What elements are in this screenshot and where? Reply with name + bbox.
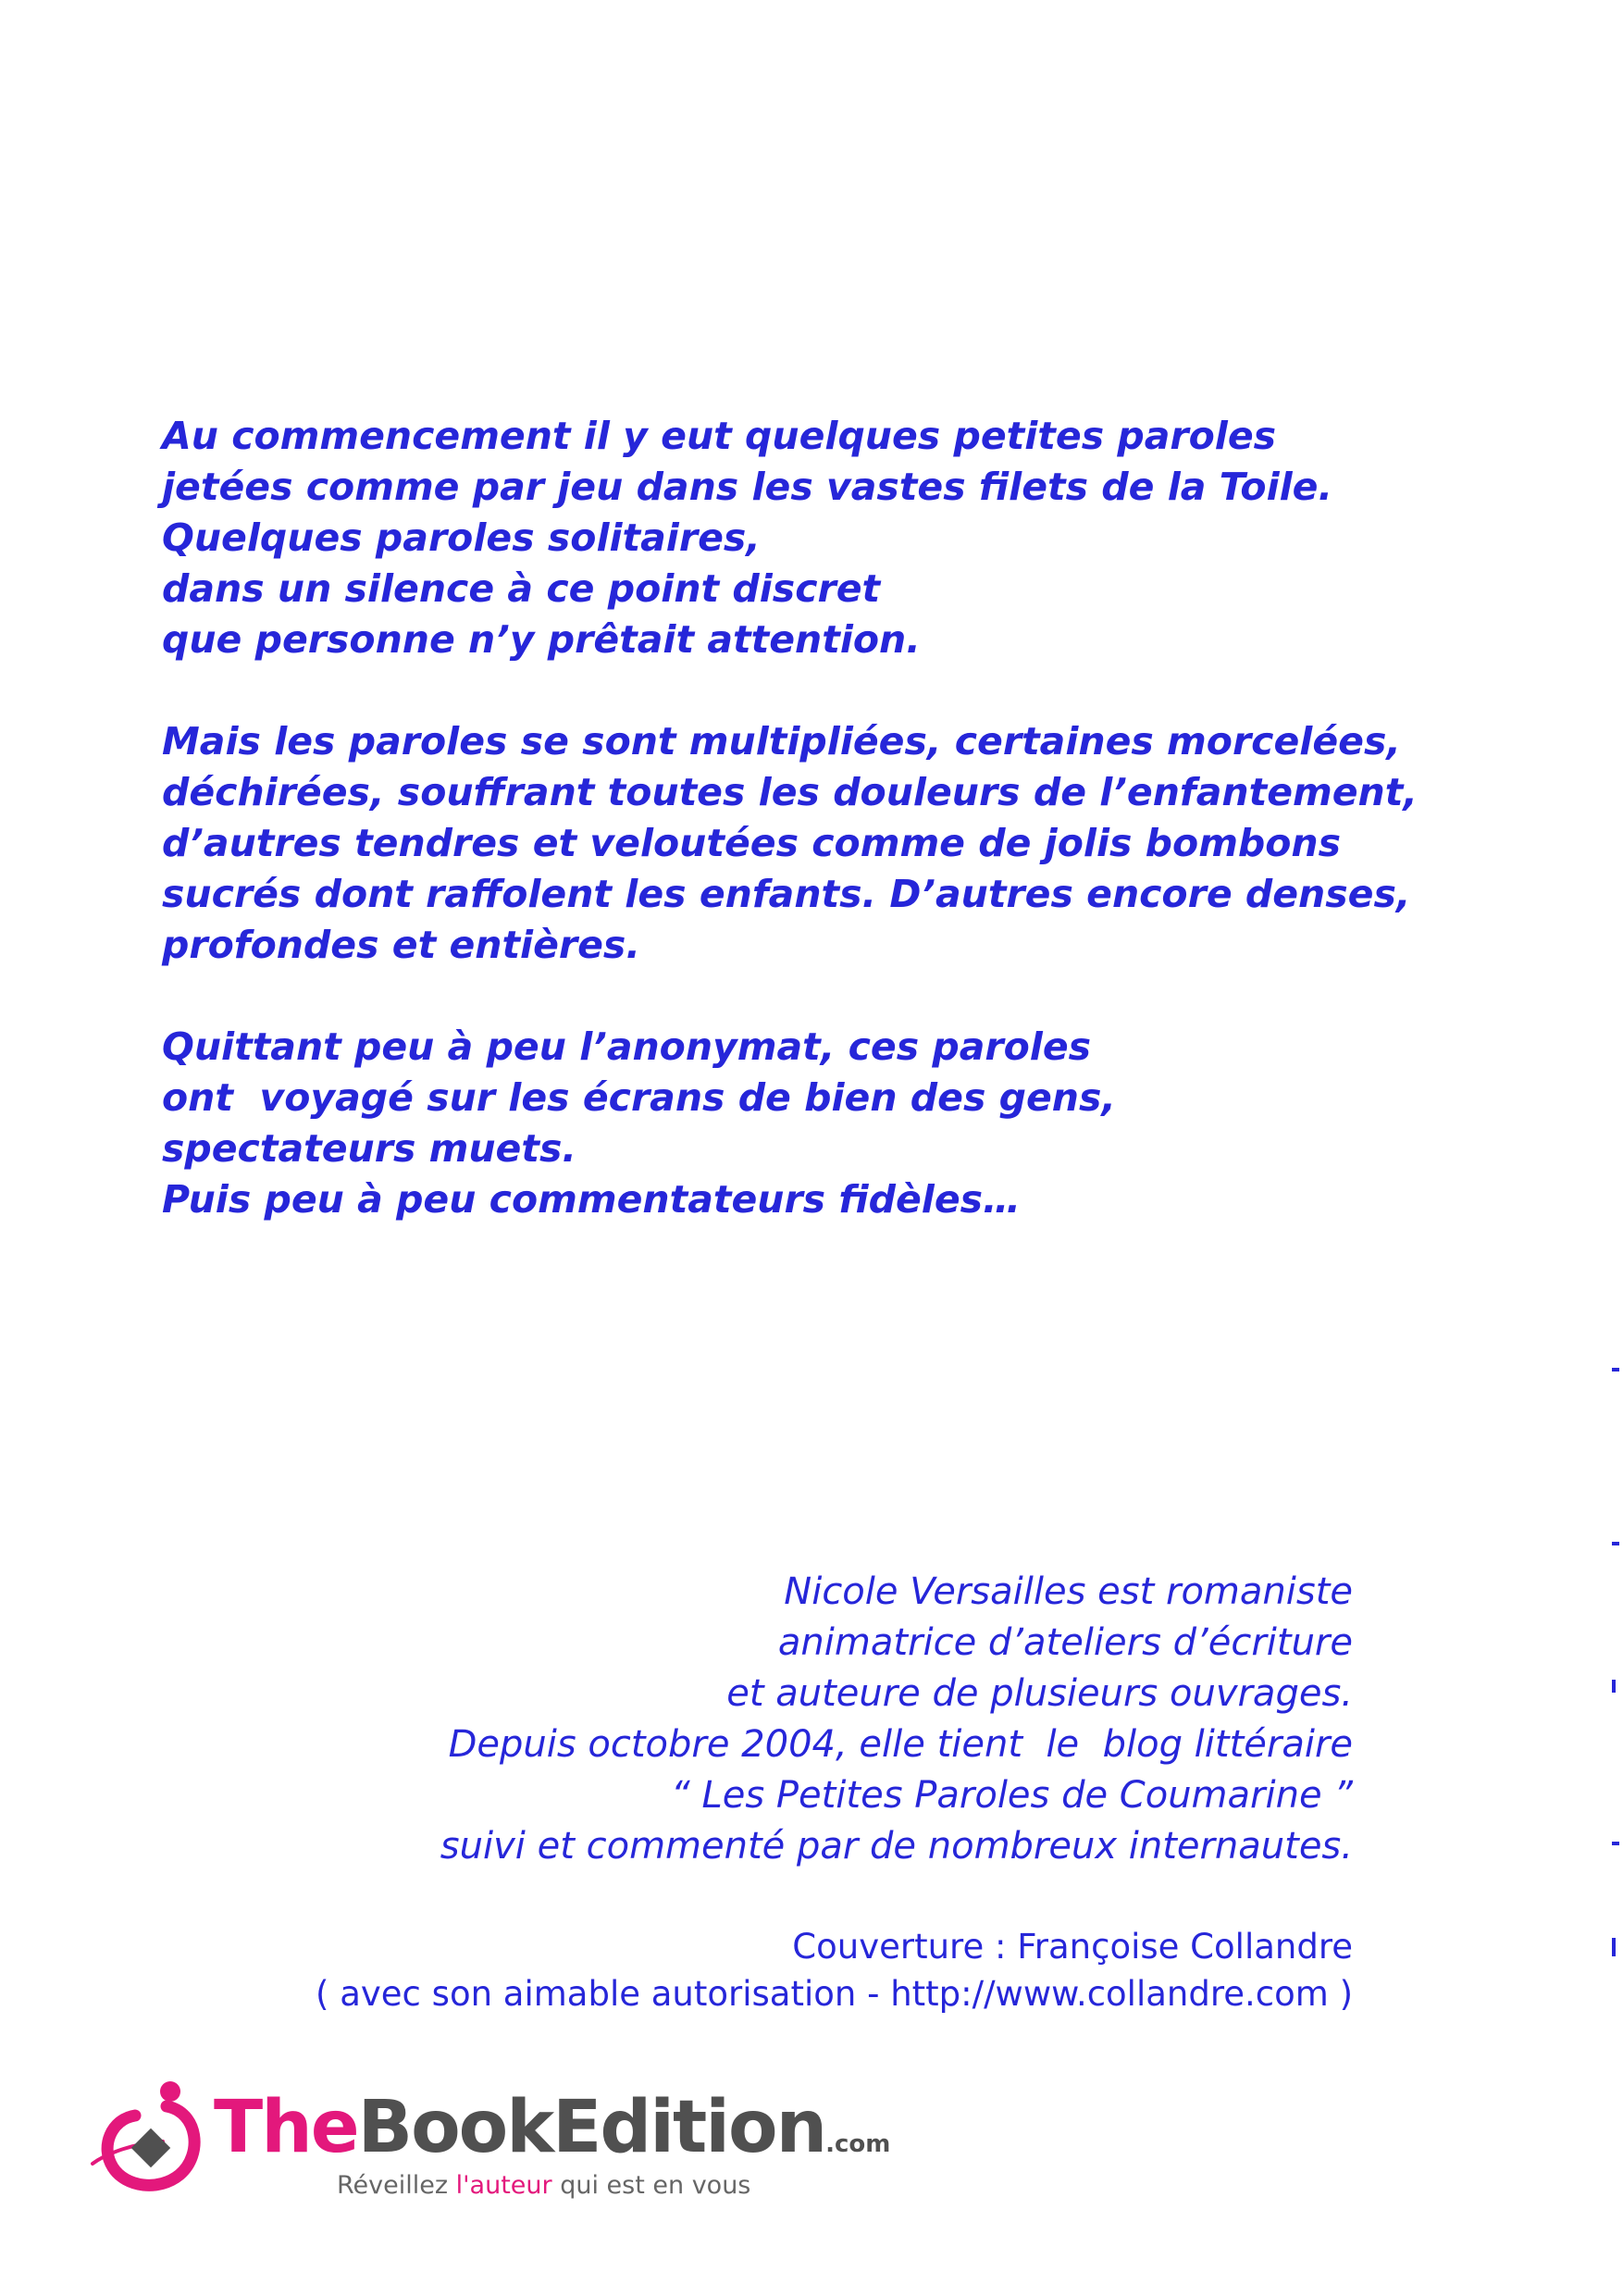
- text-line: Quelques paroles solitaires,: [162, 515, 761, 560]
- text-line: Mais les paroles se sont multipliées, certaines morcelées,: [162, 719, 1401, 763]
- cover-credits: [150, 1923, 1353, 2017]
- logo-dotcom: .com: [825, 2130, 891, 2158]
- text-line: Quittant peu à peu l’anonymat, ces paroles: [162, 1024, 1092, 1069]
- page-edge-marks: [1612, 0, 1623, 2296]
- text-line: profondes et entières.: [162, 923, 640, 967]
- paragraph-1: [162, 411, 1457, 665]
- edge-mark: [1612, 1938, 1616, 1956]
- credit-line: Couverture : Françoise Collandre: [792, 1927, 1353, 1967]
- tagline-start: Réveillez: [337, 2171, 456, 2200]
- text-line: spectateurs muets.: [162, 1126, 576, 1171]
- tagline-end: qui est en vous: [551, 2171, 751, 2200]
- thebookedition-logo: [89, 2079, 891, 2217]
- bio-line: et auteure de plusieurs ouvrages.: [726, 1672, 1353, 1715]
- text-line: déchirées, souffrant toutes les douleurs de l’enfantement,: [162, 770, 1418, 814]
- logo-bookedition: BookEdition: [357, 2086, 826, 2169]
- edge-mark: [1612, 1368, 1619, 1371]
- bio-line: animatrice d’ateliers d’écriture: [777, 1621, 1353, 1664]
- back-cover-text: [162, 411, 1457, 1276]
- text-line: dans un silence à ce point discret: [162, 566, 881, 611]
- logo-the: The: [214, 2086, 358, 2169]
- text-line: sucrés dont raffolent les enfants. D’autres encore denses,: [162, 872, 1411, 916]
- text-line: ont voyagé sur les écrans de bien des gens,: [162, 1075, 1116, 1120]
- edge-mark: [1612, 1680, 1616, 1693]
- author-bio: [150, 1567, 1353, 1872]
- text-line: d’autres tendres et veloutées comme de jolis bombons: [162, 821, 1342, 865]
- text-line: jetées comme par jeu dans les vastes filets de la Toile.: [162, 465, 1333, 509]
- paragraph-3: [162, 1022, 1457, 1225]
- edge-mark: [1612, 1842, 1619, 1845]
- bio-line: Nicole Versailles est romaniste: [784, 1570, 1353, 1613]
- tagline-accent: l'auteur: [455, 2171, 552, 2200]
- bio-line: suivi et commenté par de nombreux internautes.: [440, 1825, 1353, 1868]
- bio-line: “ Les Petites Paroles de Coumarine ”: [671, 1774, 1353, 1817]
- edge-mark: [1612, 1542, 1619, 1545]
- text-line: Au commencement il y eut quelques petites paroles: [162, 414, 1277, 458]
- thebookedition-logo-icon: [89, 2079, 209, 2199]
- credit-line: ( avec son aimable autorisation - http://www.collandre.com ): [316, 1974, 1353, 2014]
- text-line: Puis peu à peu commentateurs fidèles…: [162, 1177, 1022, 1222]
- paragraph-2: [162, 716, 1457, 971]
- logo-tagline: [337, 2171, 750, 2200]
- text-line: que personne n’y prêtait attention.: [162, 617, 921, 662]
- bio-line: Depuis octobre 2004, elle tient le blog littéraire: [448, 1723, 1353, 1766]
